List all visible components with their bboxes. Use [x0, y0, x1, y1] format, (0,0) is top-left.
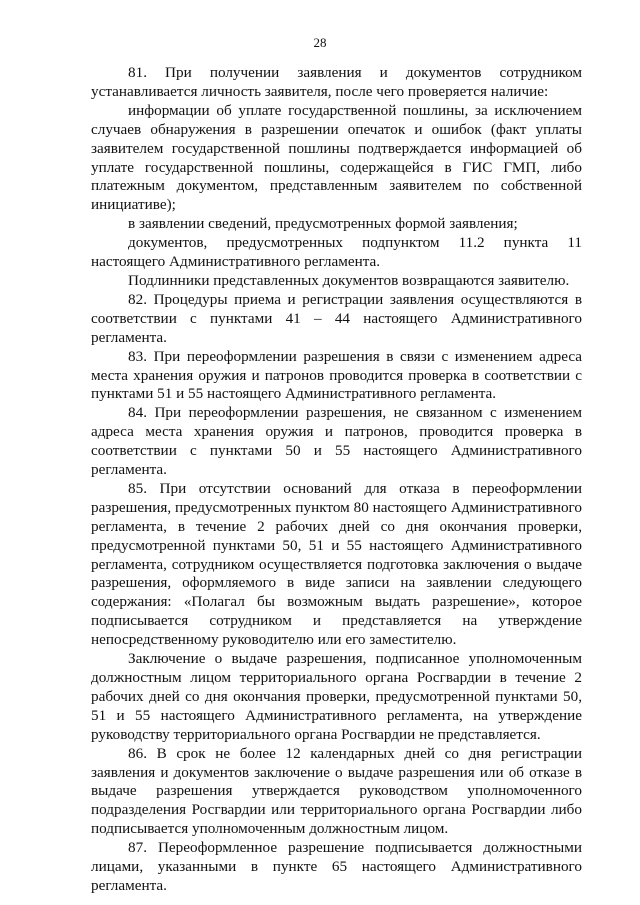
paragraph-application-details: в заявлении сведений, предусмотренных формой заявления;	[128, 215, 518, 233]
paragraph-conclusion: Заключение о выдаче разрешения, подписанное уполномоченным должностным лицом территориального органа Росгвардии в течение 2 рабочих дней со дня окончания проверки, предусмотренной пунктами 50, 51 и 55 настоящего Административного регламента, на утверждение руководству территориального органа Росгвардии не представляется.	[91, 650, 582, 743]
paragraph-originals-returned: Подлинники представленных документов возвращаются заявителю.	[128, 271, 570, 289]
page-number: 28	[313, 35, 327, 50]
paragraph-84: 84. При переоформлении разрешения, не связанном с изменением адреса места хранения оружия и патронов, проводится проверка в соответствии с пунктами 50 и 55 настоящего Административного регламента.	[91, 404, 582, 479]
paragraph-82: 82. Процедуры приема и регистрации заявления осуществляются в соответствии с пунктами 41 – 44 настоящего Административного регламента.	[91, 290, 582, 346]
document-body	[91, 64, 582, 896]
paragraph-85: 85. При отсутствии оснований для отказа в переоформлении разрешения, предусмотренных пунктом 80 настоящего Административного регламента, в течение 2 рабочих дней со дня окончания проверки, предусмотренной пунктами 50, 51 и 55 настоящего Административного регламента, сотрудником осуществляется подготовка заключения о выдаче разрешения, оформляемого в виде записи на заявлении следующего содержания: «Полагал бы возможным выдать разрешение», которое подписывается сотрудником и представляется на утверждение непосредственному руководителю или его заместителю.	[91, 479, 582, 649]
paragraph-fee-information: информации об уплате государственной пошлины, за исключением случаев обнаружения в разрешении опечаток и ошибок (факт уплаты заявителем государственной пошлины подтверждается информацией об уплате государственной пошлины, содержащейся в ГИС ГМП, либо платежным документом, представленным заявителем по собственной инициативе);	[91, 101, 582, 214]
paragraph-documents: документов, предусмотренных подпунктом 11.2 пункта 11 настоящего Административного регламента.	[91, 234, 582, 271]
paragraph-87: 87. Переоформленное разрешение подписывается должностными лицами, указанными в пункте 65 настоящего Административного регламента.	[91, 839, 582, 894]
paragraph-86: 86. В срок не более 12 календарных дней со дня регистрации заявления и документов заключение о выдаче разрешения или об отказе в выдаче разрешения утверждается руководством уполномоченного подразделения Росгвардии или территориального органа Росгвардии либо подписывается уполномоченным должностным лицом.	[91, 744, 582, 838]
paragraph-81: 81. При получении заявления и документов сотрудником устанавливается личность заявителя, после чего проверяется наличие:	[91, 64, 582, 100]
paragraph-83: 83. При переоформлении разрешения в связи с изменением адреса места хранения оружия и патронов проводится проверка в соответствии с пунктами 51 и 55 настоящего Административного регламента.	[91, 347, 582, 403]
